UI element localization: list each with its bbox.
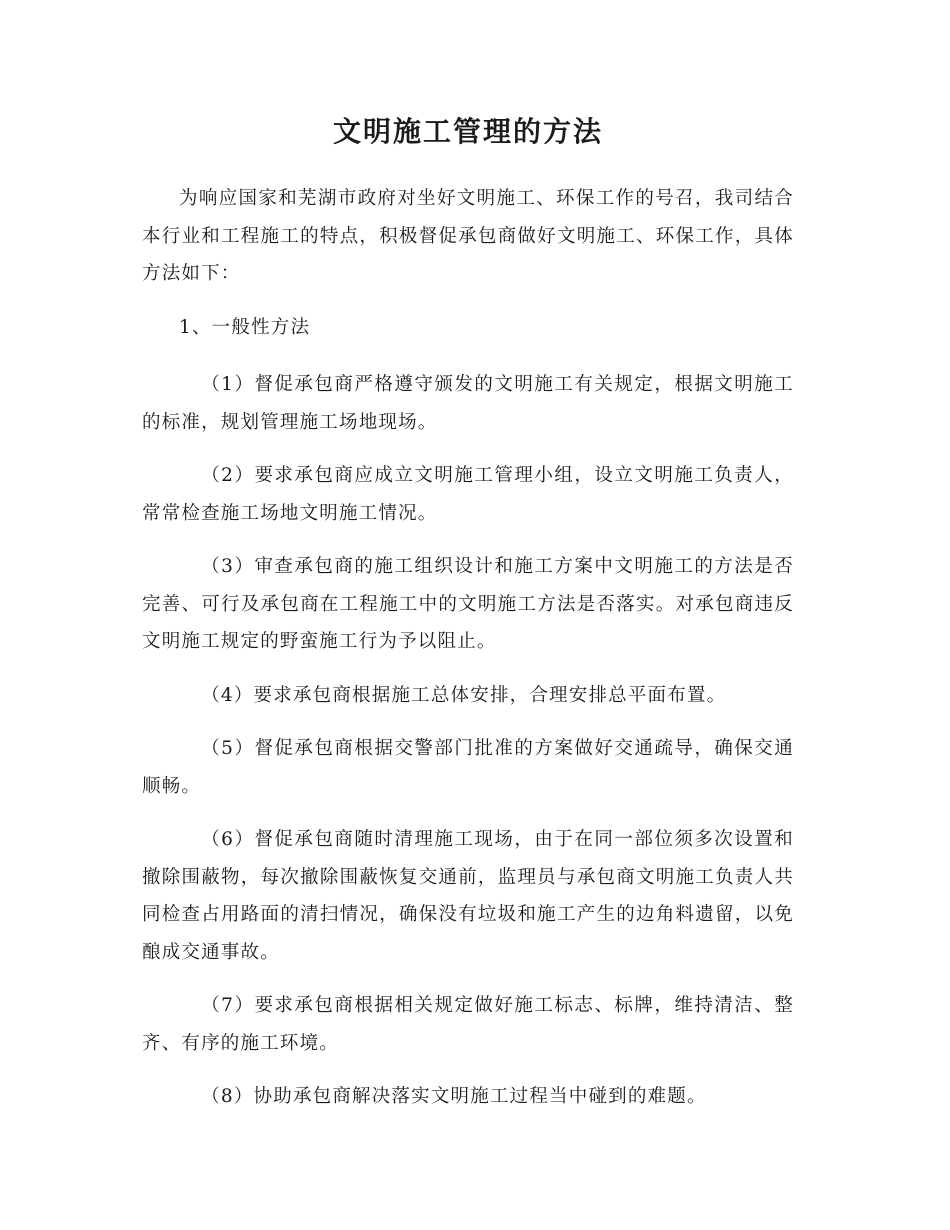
list-item-2: （2）要求承包商应成立文明施工管理小组，设立文明施工负责人，常常检查施工场地文明施工情况。 bbox=[142, 465, 794, 524]
document-page bbox=[142, 112, 794, 1132]
list-item-7: （7）要求承包商根据相关规定做好施工标志、标牌，维持清洁、整齐、有序的施工环境。 bbox=[142, 995, 794, 1054]
list-item-6: （6）督促承包商随时清理施工现场，由于在同一部位须多次设置和撤除围蔽物，每次撤除围蔽恢复交通前，监理员与承包商文明施工负责人共同检查占用路面的清扫情况，确保没有垃圾和施工产生的边角料遗留，以免酿成交通事故。 bbox=[142, 829, 794, 963]
document-title: 文明施工管理的方法 bbox=[332, 115, 603, 148]
list-item-4: （4）要求承包商根据施工总体安排，合理安排总平面布置。 bbox=[201, 684, 727, 706]
section-heading: 1、一般性方法 bbox=[179, 316, 311, 338]
list-item-8: （8）协助承包商解决落实文明施工过程当中碰到的难题。 bbox=[201, 1086, 707, 1107]
list-item-3: （3）审查承包商的施工组织设计和施工方案中文明施工的方法是否完善、可行及承包商在工程施工中的文明施工方法是否落实。对承包商违反文明施工规定的野蛮施工行为予以阻止。 bbox=[142, 556, 794, 652]
list-item-1: （1）督促承包商严格遵守颁发的文明施工有关规定，根据文明施工的标准，规划管理施工场地现场。 bbox=[142, 374, 794, 433]
list-item-5: （5）督促承包商根据交警部门批准的方案做好交通疏导，确保交通顺畅。 bbox=[142, 738, 794, 797]
intro-paragraph: 为响应国家和芜湖市政府对坐好文明施工、环保工作的号召，我司结合本行业和工程施工的特点，积极督促承包商做好文明施工、环保工作，具体方法如下： bbox=[142, 188, 794, 284]
